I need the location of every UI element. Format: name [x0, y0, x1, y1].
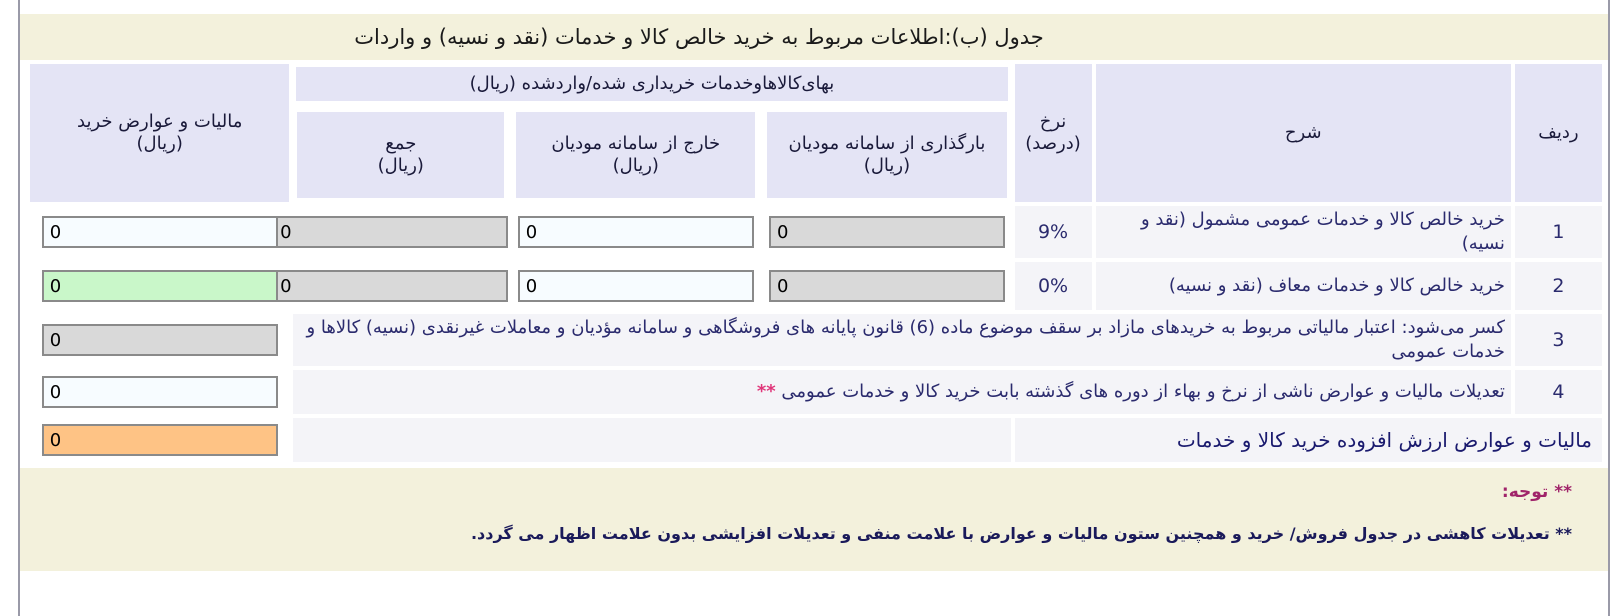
header-uploaded-unit: (ریال) — [863, 155, 911, 176]
tax-credit-field — [42, 324, 278, 356]
header-outside-label: خارج از سامانه مودیان — [551, 133, 721, 154]
table-title: جدول (ب):اطلاعات مربوط به خرید خالص کالا و خدمات (نقد و نسیه) و واردات — [20, 14, 1608, 60]
header-sum-unit: (ریال) — [377, 155, 424, 176]
header-description: شرح — [1096, 64, 1511, 202]
uploaded-amount-field — [769, 270, 1005, 302]
row-rate: 0% — [1015, 262, 1092, 310]
adjustment-tax-input[interactable] — [42, 376, 278, 408]
outside-amount-input[interactable] — [518, 270, 754, 302]
row-description: خرید خالص کالا و خدمات معاف (نقد و نسیه) — [1096, 262, 1511, 310]
table-row — [30, 206, 1602, 258]
row-rate: 9% — [1015, 206, 1092, 258]
total-label: مالیات و عوارض ارزش افزوده خرید کالا و خدمات — [1015, 418, 1602, 462]
header-outside — [512, 108, 759, 202]
total-spacer — [293, 418, 1010, 462]
table-row — [30, 262, 1602, 310]
row-number: 4 — [1515, 370, 1602, 414]
header-rate: نرخ (درصد) — [1015, 64, 1092, 202]
header-row-number: ردیف — [1515, 64, 1602, 202]
form-frame — [18, 0, 1610, 616]
header-tax — [30, 64, 289, 202]
row-description-text: تعدیلات مالیات و عوارض ناشی از نرخ و بهاء از دوره های گذشته بابت خرید کالا و خدمات عمومی — [781, 381, 1505, 402]
header-uploaded — [763, 108, 1010, 202]
table-row — [30, 314, 1602, 366]
top-strip — [20, 0, 1608, 14]
row-description: کسر می‌شود: اعتبار مالیاتی مربوط به خریدهای مازاد بر سقف موضوع ماده (6) قانون پایانه های فروشگاهی و سامانه مؤدیان و معاملات غیرنقدی (نسیه) کالاها و خدمات عمومی — [293, 314, 1511, 366]
uploaded-amount-field — [769, 216, 1005, 248]
row-number: 2 — [1515, 262, 1602, 310]
row-number: 3 — [1515, 314, 1602, 366]
header-uploaded-label: بارگذاری از سامانه مودیان — [788, 133, 986, 154]
outside-amount-input[interactable] — [518, 216, 754, 248]
note-text: ** تعدیلات کاهشی در جدول فروش/ خرید و همچنین ستون مالیات و عوارض با علامت منفی و تعدیلات افزایشی بدون علامت اظهار می گردد. — [470, 524, 1572, 543]
note-marker: ** — [756, 381, 776, 402]
header-price-group: بهای‌کالاهاوخدمات خریداری شده/واردشده (ریال) — [293, 64, 1010, 104]
note-title: ** توجه: — [1501, 482, 1572, 502]
header-tax-label: مالیات و عوارض خرید — [77, 111, 243, 132]
tax-amount-input[interactable] — [42, 216, 278, 248]
header-outside-unit: (ریال) — [612, 155, 659, 176]
sum-amount-field — [272, 216, 508, 248]
table-row — [30, 370, 1602, 414]
row-number: 1 — [1515, 206, 1602, 258]
tax-amount-field — [42, 270, 278, 302]
header-sum-label: جمع — [385, 133, 417, 154]
row-description — [293, 370, 1511, 414]
row-description: خرید خالص کالا و خدمات عمومی مشمول (نقد و نسیه) — [1096, 206, 1511, 258]
purchase-table — [26, 60, 1606, 466]
sum-amount-field — [272, 270, 508, 302]
header-tax-unit: (ریال) — [136, 133, 183, 154]
note-box — [20, 468, 1608, 571]
total-row — [30, 418, 1602, 462]
total-tax-field — [42, 424, 278, 456]
header-sum — [293, 108, 508, 202]
